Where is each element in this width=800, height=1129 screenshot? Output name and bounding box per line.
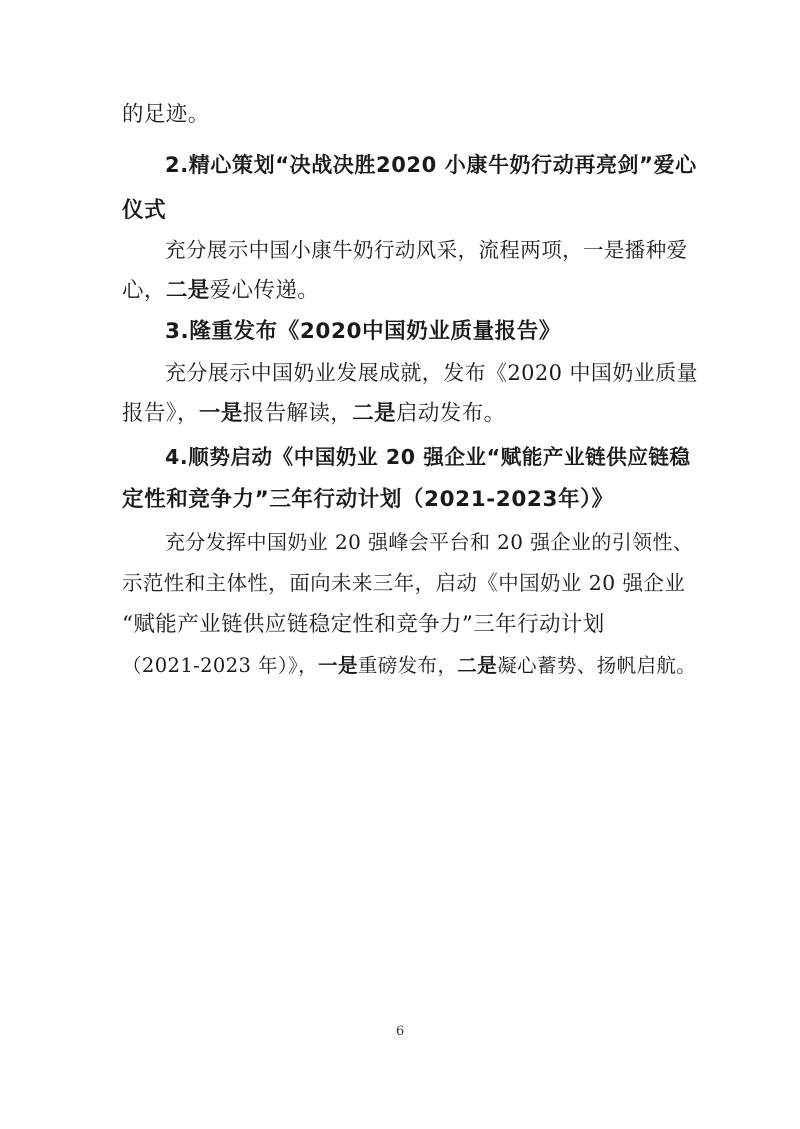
section-4-paragraph-line-1: 充分发挥中国奶业 20 强峰会平台和 20 强企业的引领性、 <box>165 530 694 554</box>
section-4-paragraph-line-2: 示范性和主体性，面向未来三年，启动《中国奶业 20 强企业 <box>122 571 686 595</box>
section-4-paragraph-line-4 <box>122 652 697 680</box>
section-3-paragraph-line-1: 充分展示中国奶业发展成就，发布《2020 中国奶业质量 <box>165 361 698 385</box>
section-3-paragraph-line-2 <box>122 400 697 428</box>
emphasis-text: 一是 <box>198 401 243 426</box>
section-2-heading-line-1: 2.精心策划“决战决胜2020 小康牛奶行动再亮剑”爱心 <box>165 153 697 177</box>
section-4-paragraph-line-3: “赋能产业链供应链稳定性和竞争力”三年行动计划 <box>122 612 605 637</box>
emphasis-text: 二是 <box>165 278 210 303</box>
text-span: 启动发布。 <box>396 401 506 426</box>
section-4-heading-line-1: 4.顺势启动《中国奶业 20 强企业“赋能产业链供应链稳 <box>165 445 691 469</box>
text-span: 心， <box>122 278 166 303</box>
emphasis-text: 一是 <box>318 654 358 677</box>
section-2-paragraph-line-2 <box>122 277 697 305</box>
section-2-heading-line-2: 仪式 <box>122 198 167 223</box>
text-span: 爱心传递。 <box>209 278 320 303</box>
text-span: 凝心蓄势、扬帆启航。 <box>497 654 697 677</box>
text-span: 报告》， <box>122 401 199 426</box>
section-4-heading-line-2: 定性和竞争力”三年行动计划（2021-2023年）》 <box>122 487 614 512</box>
emphasis-text: 二是 <box>352 401 396 426</box>
emphasis-text: 二是 <box>457 654 498 677</box>
text-span: 报告解读， <box>242 401 353 426</box>
text-span: 重磅发布， <box>357 654 458 677</box>
continuation-text: 的足迹。 <box>122 102 210 127</box>
page-number: 6 <box>395 1024 405 1039</box>
section-2-paragraph-line-1: 充分展示中国小康牛奶行动风采，流程两项，一是播种爱 <box>165 238 688 262</box>
section-3-heading: 3.隆重发布《2020中国奶业质量报告》 <box>165 319 561 344</box>
text-span: （2021-2023 年）》， <box>122 654 319 677</box>
